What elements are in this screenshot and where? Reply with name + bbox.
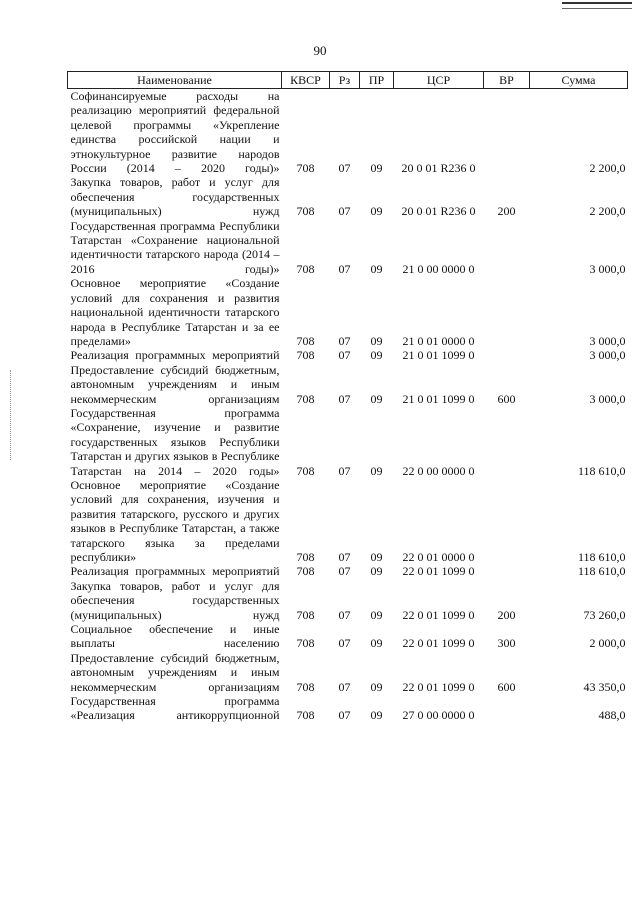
row-rz: 07: [338, 564, 351, 579]
row-pr: 09: [370, 333, 383, 348]
row-name: Государственная программа «Реализация антикоррупционной: [70, 694, 280, 723]
table-header-row: [68, 72, 628, 89]
table-row: [68, 348, 628, 362]
row-vr: [484, 478, 530, 564]
row-csr: 22 0 01 1099 0: [402, 607, 475, 622]
row-pr: 09: [370, 679, 383, 694]
row-kvsr: 708: [296, 636, 315, 651]
row-rz: 07: [338, 550, 351, 564]
row-sum: 3 000,0: [589, 348, 626, 363]
row-name: Софинансируемые расходы на реализацию мероприятий федеральной целевой программы «Укрепление единства российской нации и этнокультурное развитие народов России (2014 – 2020 годы)»: [70, 89, 280, 176]
row-sum: 118 610,0: [577, 550, 626, 564]
row-kvsr: 708: [296, 333, 315, 348]
row-sum: 3 000,0: [589, 333, 626, 348]
row-sum: 2 000,0: [589, 636, 626, 651]
table-row: [68, 219, 628, 277]
row-name: Реализация программных мероприятий: [70, 348, 280, 363]
row-name: Социальное обеспечение и иные выплаты населению: [70, 622, 280, 651]
row-csr: 22 0 00 0000 0: [402, 463, 475, 478]
scan-edge-marks: [562, 2, 632, 9]
row-name: Реализация программных мероприятий: [70, 564, 280, 579]
row-pr: 09: [370, 161, 383, 176]
row-vr: 200: [497, 607, 516, 622]
row-pr: 09: [370, 261, 383, 276]
row-name: Государственная программа «Сохранение, изучение и развитие государственных языков Республики Татарстан и других языков в Республике Татарстан на 2014 – 2020 годы»: [70, 405, 280, 478]
row-vr: [484, 564, 530, 578]
table-row: [68, 89, 628, 176]
row-kvsr: 708: [296, 391, 315, 406]
row-kvsr: 708: [296, 679, 315, 694]
row-vr: [484, 276, 530, 348]
header-kvsr: КВСР: [282, 72, 330, 89]
row-name: Предоставление субсидий бюджетным, автономным учреждениям и иным некоммерческим организациям: [70, 650, 280, 694]
row-sum: 73 260,0: [583, 607, 626, 622]
row-name: Государственная программа Республики Татарстан «Сохранение национальной идентичности татарского народа (2014 – 2016 годы)»: [70, 218, 280, 276]
row-kvsr: 708: [296, 204, 315, 219]
row-vr: 600: [497, 391, 516, 406]
row-kvsr: 708: [296, 564, 315, 579]
header-rz: Рз: [330, 72, 360, 89]
row-pr: 09: [370, 204, 383, 219]
table-row: [68, 276, 628, 348]
row-rz: 07: [338, 204, 351, 219]
row-pr: 09: [370, 636, 383, 651]
row-name: Основное мероприятие «Создание условий для сохранения и развития национальной идентичности татарского народа в Республике Татарстан и за ее пределами»: [70, 276, 280, 348]
row-sum: 118 610,0: [577, 463, 626, 478]
table-row: [68, 363, 628, 406]
row-vr: 600: [497, 679, 516, 694]
row-csr: 20 0 01 R236 0: [401, 204, 476, 219]
row-sum: 118 610,0: [577, 564, 626, 579]
header-name: Наименование: [68, 72, 282, 89]
table-row: [68, 694, 628, 723]
row-vr: 200: [497, 204, 516, 219]
row-pr: 09: [370, 708, 383, 723]
table-row: [68, 651, 628, 694]
row-csr: 22 0 01 1099 0: [402, 564, 475, 579]
table-row: [68, 406, 628, 478]
row-csr: 20 0 01 R236 0: [401, 161, 476, 176]
row-pr: 09: [370, 607, 383, 622]
row-name: Предоставление субсидий бюджетным, автономным учреждениям и иным некоммерческим организациям: [70, 362, 280, 406]
row-kvsr: 708: [296, 261, 315, 276]
header-sum: Сумма: [530, 72, 628, 89]
row-kvsr: 708: [296, 161, 315, 176]
table-row: [68, 478, 628, 564]
row-pr: 09: [370, 550, 383, 564]
page-number: 90: [313, 43, 327, 58]
row-rz: 07: [338, 333, 351, 348]
row-vr: [484, 694, 530, 723]
row-csr: 21 0 01 1099 0: [402, 391, 475, 406]
table-row: [68, 622, 628, 651]
header-vr: ВР: [484, 72, 530, 89]
row-csr: 21 0 01 0000 0: [402, 333, 475, 348]
row-kvsr: 708: [296, 607, 315, 622]
row-vr: [484, 89, 530, 176]
header-pr: ПР: [360, 72, 394, 89]
row-rz: 07: [338, 463, 351, 478]
row-sum: 2 200,0: [589, 204, 626, 219]
row-kvsr: 708: [296, 708, 315, 723]
row-sum: 2 200,0: [589, 161, 626, 176]
budget-table: [67, 71, 628, 723]
row-csr: 21 0 01 1099 0: [402, 348, 475, 363]
row-csr: 21 0 00 0000 0: [402, 261, 475, 276]
row-name: Закупка товаров, работ и услуг для обеспечения государственных (муниципальных) нужд: [70, 175, 280, 219]
row-sum: 3 000,0: [589, 261, 626, 276]
row-sum: 43 350,0: [583, 679, 626, 694]
table-row: [68, 564, 628, 578]
row-csr: 22 0 01 0000 0: [402, 550, 475, 564]
scan-margin-dots: [10, 370, 13, 460]
row-rz: 07: [338, 636, 351, 651]
row-kvsr: 708: [296, 550, 315, 564]
row-vr: 300: [497, 636, 516, 651]
row-pr: 09: [370, 391, 383, 406]
row-rz: 07: [338, 391, 351, 406]
row-sum: 488,0: [598, 708, 626, 723]
row-rz: 07: [338, 607, 351, 622]
row-pr: 09: [370, 564, 383, 579]
row-pr: 09: [370, 348, 383, 363]
row-pr: 09: [370, 463, 383, 478]
row-sum: 3 000,0: [589, 391, 626, 406]
row-kvsr: 708: [296, 348, 315, 363]
row-rz: 07: [338, 261, 351, 276]
header-csr: ЦСР: [394, 72, 484, 89]
row-vr: [484, 348, 530, 362]
row-name: Закупка товаров, работ и услуг для обеспечения государственных (муниципальных) нужд: [70, 578, 280, 622]
row-csr: 22 0 01 1099 0: [402, 636, 475, 651]
row-kvsr: 708: [296, 463, 315, 478]
row-rz: 07: [338, 679, 351, 694]
row-rz: 07: [338, 161, 351, 176]
row-csr: 27 0 00 0000 0: [402, 708, 475, 723]
table-row: [68, 175, 628, 218]
row-vr: [484, 406, 530, 478]
row-rz: 07: [338, 348, 351, 363]
row-rz: 07: [338, 708, 351, 723]
row-name: Основное мероприятие «Создание условий для сохранения, изучения и развития татарского, русского и других языков в Республике Татарстан, а также татарского языка за пределами республики»: [70, 477, 280, 564]
table-row: [68, 579, 628, 622]
row-csr: 22 0 01 1099 0: [402, 679, 475, 694]
row-vr: [484, 219, 530, 277]
